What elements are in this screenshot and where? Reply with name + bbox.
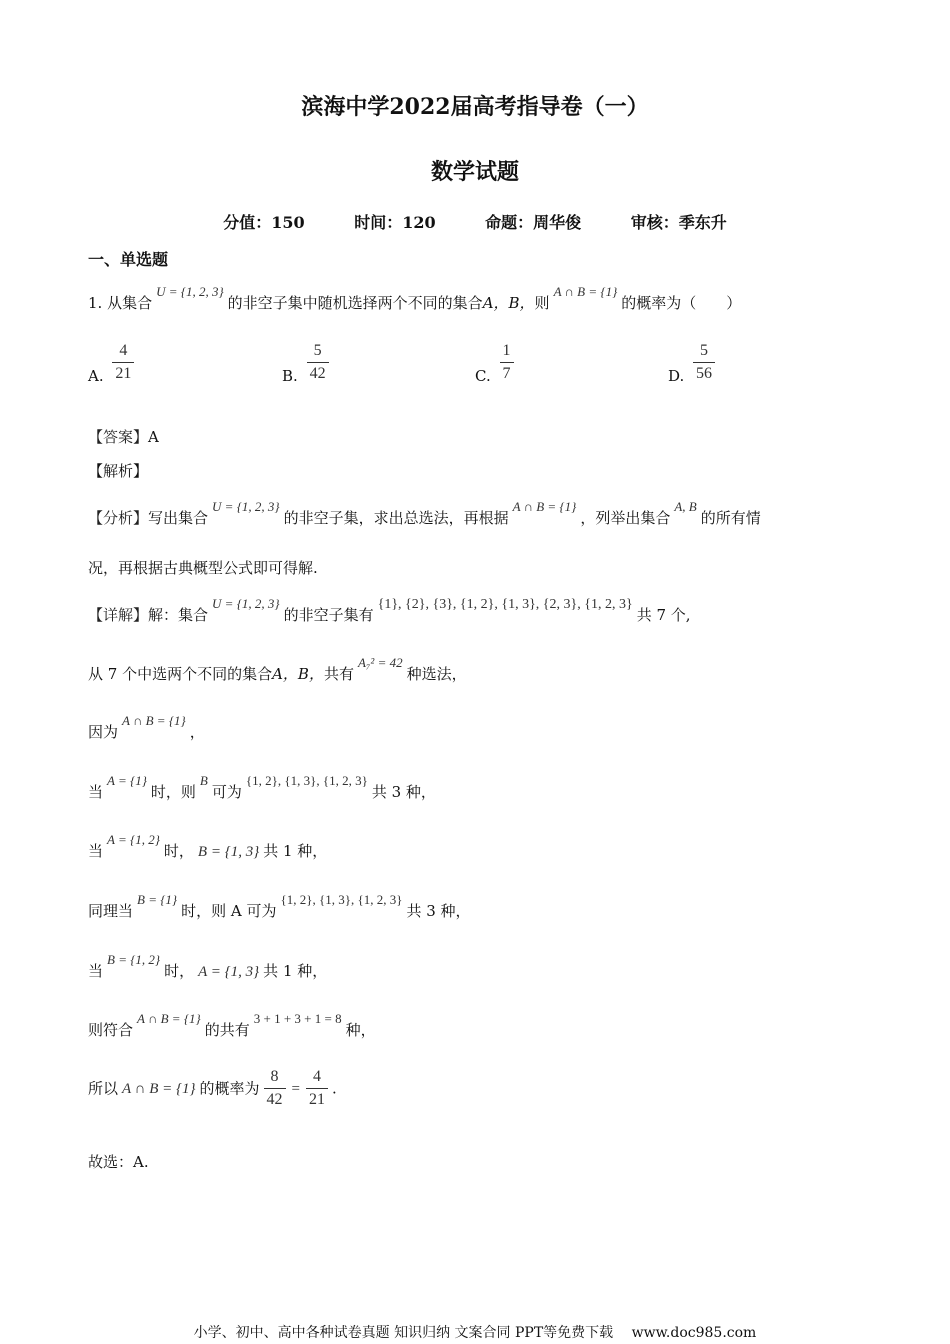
option-a-fraction: $\frac{4}{21}$	[112, 340, 134, 385]
answer-line: 【答案】A	[88, 428, 159, 446]
score-info: 分值：150	[223, 213, 305, 232]
detail-line-4: 当A = {1}时，则B可为{1, 2}, {1, 3}, {1, 2, 3}共 3 种，	[88, 773, 436, 801]
question-number: 1.	[88, 294, 103, 312]
detail-line-8: 则符合A ∩ B = {1}的共有3 + 1 + 3 + 1 = 8种，	[88, 1011, 376, 1039]
author-info: 命题：周华俊	[485, 213, 582, 232]
option-b[interactable]: B. $\frac{5}{42}$	[282, 340, 333, 385]
final-answer: 故选：A.	[88, 1153, 149, 1171]
detail-line-7: 当B = {1, 2}时， A = {1, 3} 共 1 种，	[88, 952, 328, 980]
exam-meta	[0, 210, 950, 233]
result-fraction-2: $\frac{4}{21}$	[306, 1066, 328, 1111]
detail-line-3: 因为A ∩ B = {1}，	[88, 713, 205, 741]
exam-subtitle: 数学试题	[430, 159, 519, 185]
footer-text: 小学、初中、高中各种试卷真题 知识归纳 文案合同 PPT等免费下载 www.doc985.com	[193, 1325, 757, 1341]
question-1: 1. 从集合U = {1, 2, 3}的非空子集中随机选择两个不同的集合A，B，则A ∩ B = {1}的概率为（ ）	[88, 284, 742, 312]
section-heading: 一、单选题	[88, 250, 169, 269]
exam-title: 滨海中学2022届高考指导卷（一）	[301, 94, 649, 120]
time-info: 时间：120	[354, 213, 436, 232]
reviewer-info: 审核：季东升	[630, 213, 727, 232]
analysis-line-2: 况，再根据古典概型公式即可得解.	[88, 559, 318, 577]
math-set-u: U = {1, 2, 3}	[156, 284, 224, 299]
detail-line-6: 同理当B = {1}时，则 A 可为{1, 2}, {1, 3}, {1, 2, 3}共 3 种，	[88, 892, 471, 920]
detail-line-1: 【详解】解：集合U = {1, 2, 3}的非空子集有{1}, {2}, {3}, {1, 2}, {1, 3}, {2, 3}, {1, 2, 3}共 7 个,	[88, 596, 691, 624]
option-c-fraction: $\frac{1}{7}$	[500, 340, 514, 385]
analysis-line-1: 【分析】写出集合U = {1, 2, 3}的非空子集，求出总选法，再根据A ∩ B = {1}，列举出集合A, B的所有情	[88, 499, 761, 527]
result-fraction-1: $\frac{8}{42}$	[264, 1066, 286, 1111]
detail-line-5: 当A = {1, 2}时， B = {1, 3} 共 1 种，	[88, 832, 328, 860]
option-d[interactable]: D. $\frac{5}{56}$	[668, 340, 719, 385]
answer-value: A	[148, 428, 159, 446]
option-d-fraction: $\frac{5}{56}$	[693, 340, 715, 385]
detail-line-2: 从 7 个中选两个不同的集合A，B，共有A₇² = 42种选法，	[88, 655, 467, 683]
option-c[interactable]: C. $\frac{1}{7}$	[475, 340, 518, 385]
option-a[interactable]: A. $\frac{4}{21}$	[88, 340, 138, 385]
analysis-heading: 【解析】	[88, 462, 149, 480]
math-condition: A ∩ B = {1}	[553, 284, 618, 299]
option-b-fraction: $\frac{5}{42}$	[307, 340, 329, 385]
detail-line-9: 所以 A ∩ B = {1} 的概率为 $\frac{8}{42}$ = $\frac{4}{21}$ .	[88, 1066, 337, 1111]
